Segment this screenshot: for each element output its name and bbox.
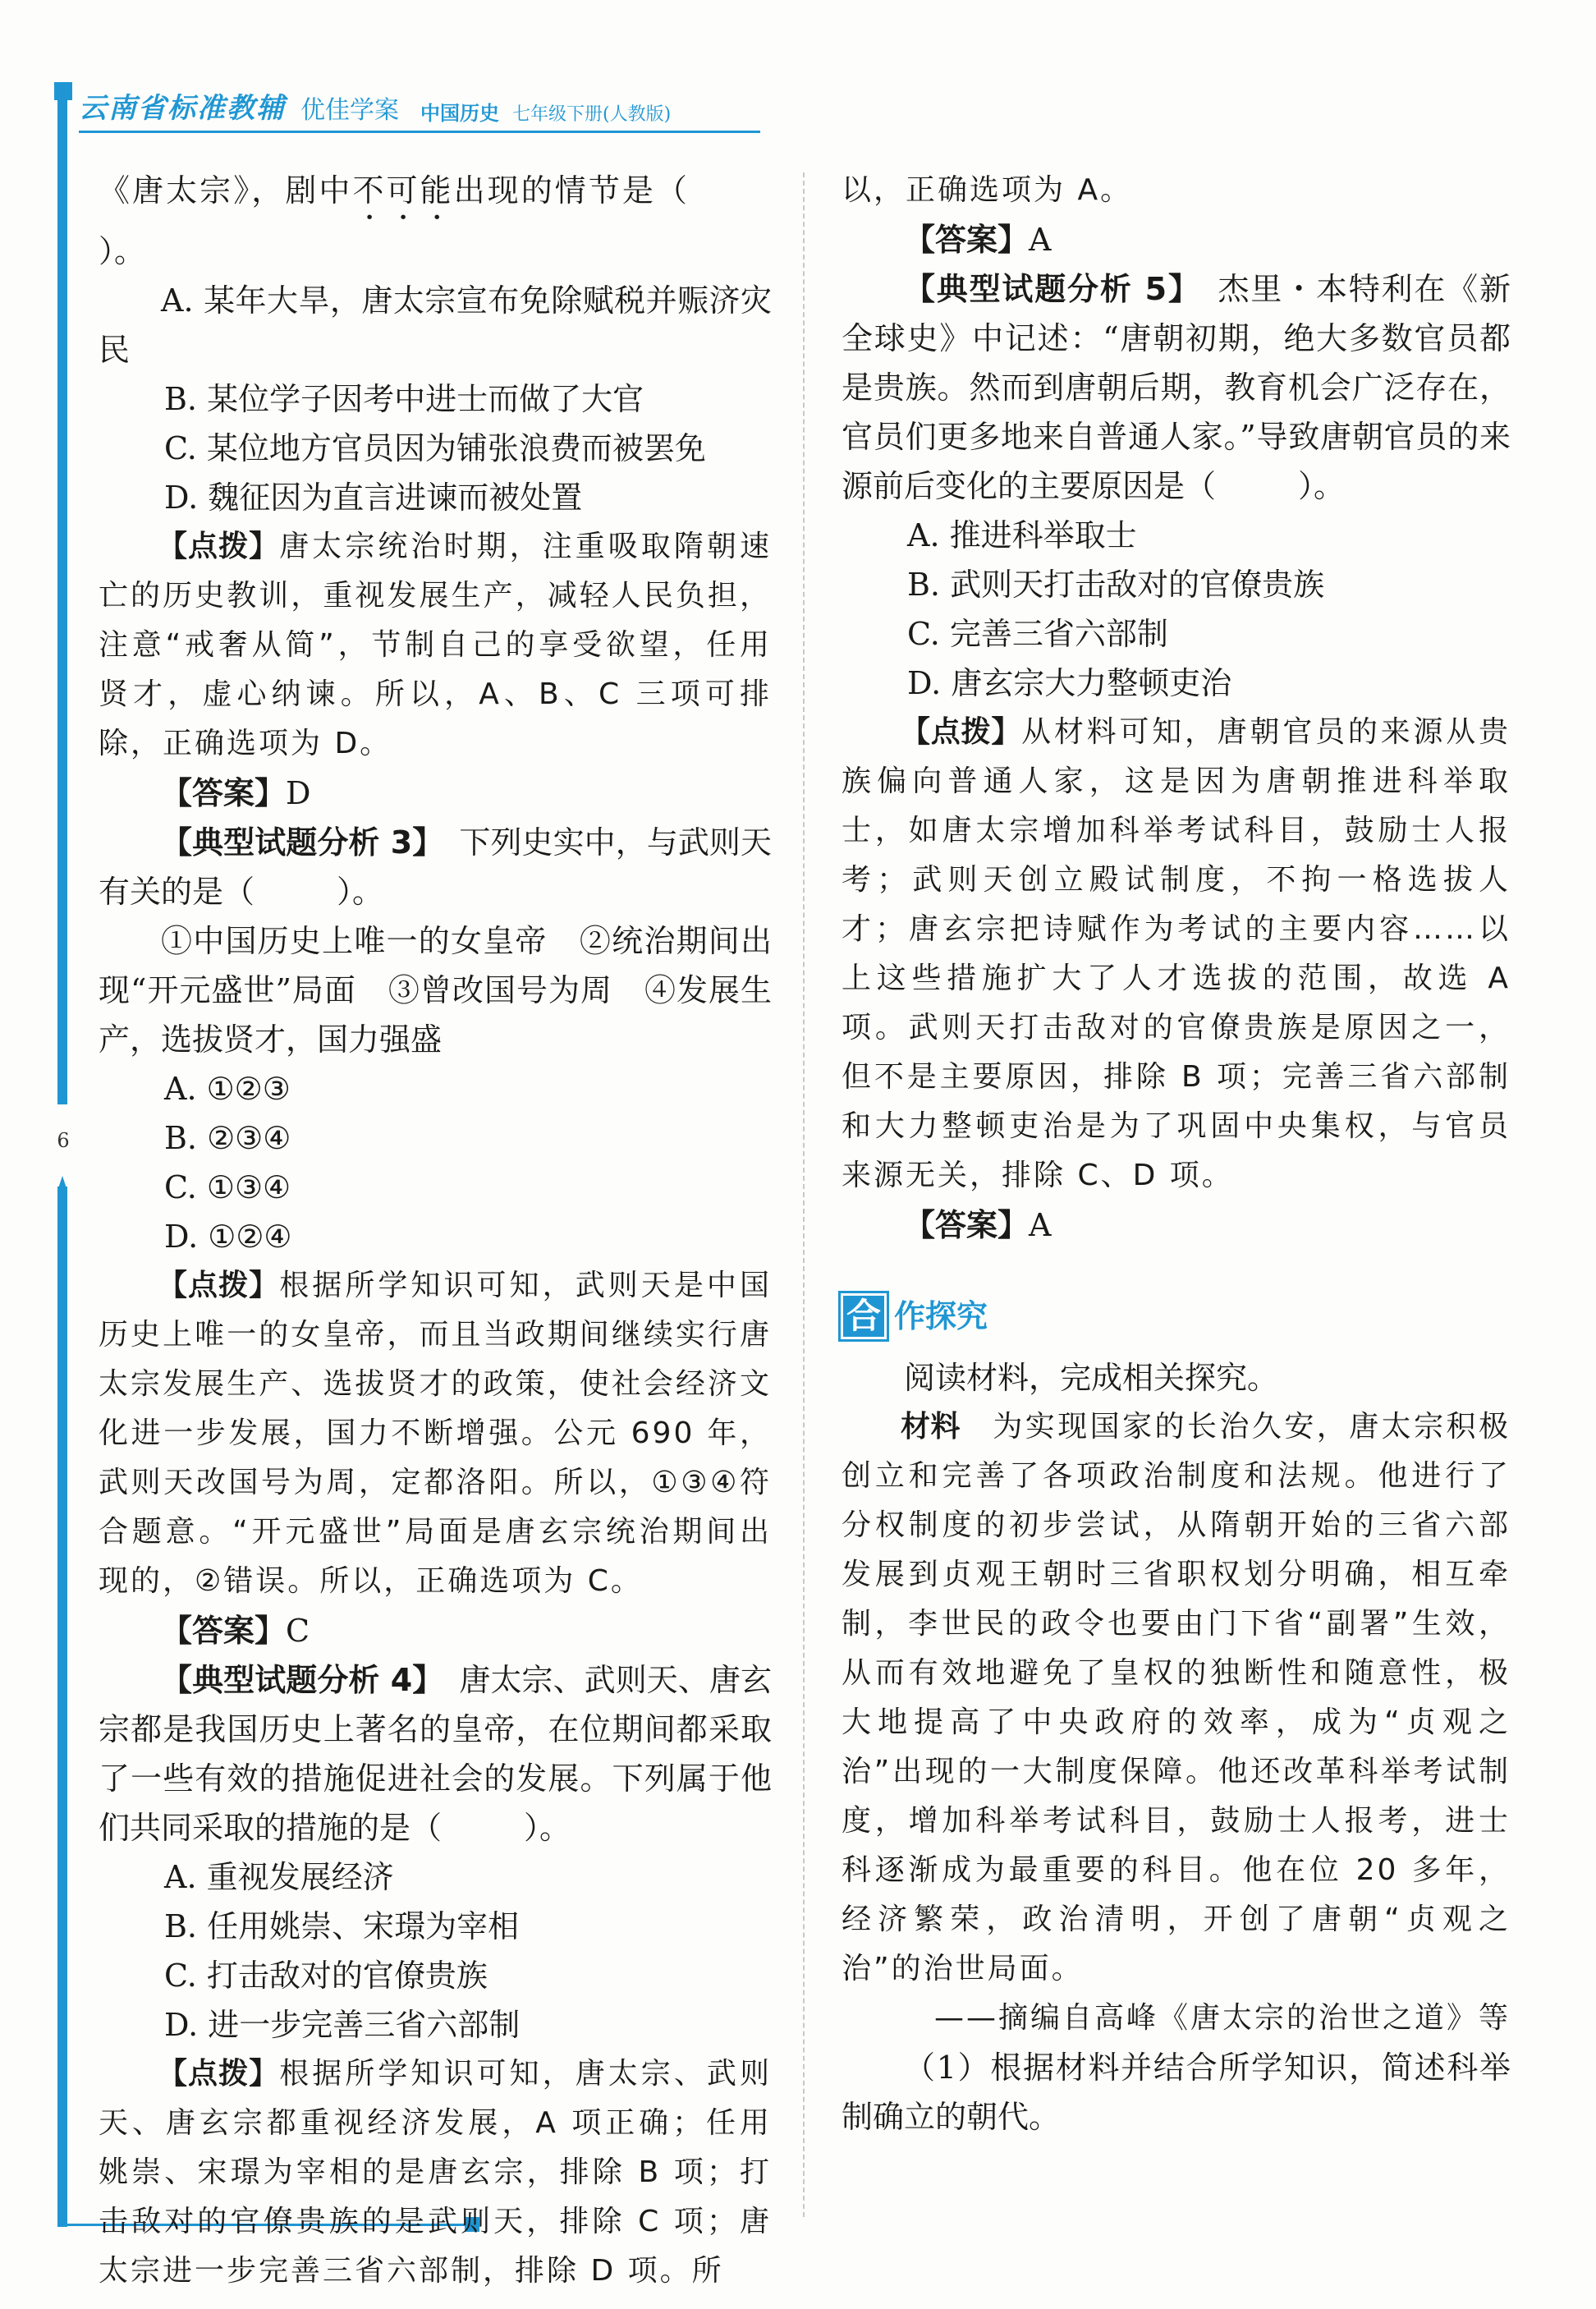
q5-stem bbox=[842, 264, 1511, 511]
answer-value: A bbox=[1029, 1207, 1052, 1243]
header-grade: 七年级下册(人教版) bbox=[512, 104, 672, 125]
q3-tip bbox=[99, 1261, 772, 1606]
q3-items: ①中国历史上唯一的女皇帝 ②统治期间出现“开元盛世”局面 ③曾改国号为周 ④发展生产，选拔贤才，国力强盛 bbox=[99, 923, 772, 1058]
q3-stem-part: 下列史实中，与武则天有关的是（ bbox=[99, 824, 772, 910]
inquiry-instruction: 阅读材料，完成相关探究。 bbox=[904, 1360, 1279, 1396]
question-label: 【典型试题分析 5】 bbox=[904, 271, 1186, 307]
answer-label: 【答案】 bbox=[161, 775, 287, 811]
page-num-notch-bottom bbox=[57, 1176, 67, 1191]
material-text: 为实现国家的长治久安，唐太宗积极创立和完善了各项政治制度和法规。他进行了分权制度的初步尝试，从隋朝开始的三省六部发展到贞观王朝时三省职权划分明确，相互牵制，李世民的政令也要由门下省“副署”生效，从而有效地避免了皇权的独断性和随意性，极大地提高了中央政府的效率，成为“贞观之治”出现的一大制度保障。他还改革科举考试制度，增加科举考试科目，鼓励士人报考，进士科逐渐成为最重要的科目。他在位 20 多年，经济繁荣，政治清明，开创了唐朝“贞观之治”的治世局面。 bbox=[842, 1410, 1511, 1985]
q4-stem bbox=[99, 1655, 772, 1852]
question-label: 【典型试题分析 4】 bbox=[161, 1662, 429, 1698]
inquiry-question-1: （1）根据材料并结合所学知识，简述科举制确立的朝代。 bbox=[842, 2050, 1511, 2135]
q2-stem-part: 出现的情节是（ bbox=[453, 172, 690, 209]
q4-tip bbox=[99, 2050, 772, 2296]
q3-option-a: A. ①②③ bbox=[164, 1071, 291, 1107]
q2-option-b: B. 某位学子因考中进士而做了大官 bbox=[164, 381, 644, 417]
tip-label: 【点拨】 bbox=[158, 2057, 280, 2091]
tip-text: 从材料可知，唐朝官员的来源从贵族偏向普通人家，这是因为唐朝推进科举取士，如唐太宗增加科举考试科目，鼓励士人报考；武则天创立殿试制度，不拘一格选拔人才；唐玄宗把诗赋作为考试的主要内容……以上这些措施扩大了人才选拔的范围，故选 A 项。武则天打击敌对的官僚贵族是原因之一，但不是主要原因，排除 B 项；完善三省六部制和大力整顿吏治是为了巩固中央集权，与官员来源无关，排除 C、D 项。 bbox=[842, 715, 1511, 1192]
q3-stem bbox=[99, 818, 772, 916]
tip-label: 【点拨】 bbox=[158, 1269, 280, 1302]
q2-tip bbox=[99, 522, 772, 769]
q3-stem-part: ）。 bbox=[337, 874, 384, 910]
q4-option-d: D. 进一步完善三省六部制 bbox=[164, 2007, 521, 2043]
tip-label: 【点拨】 bbox=[158, 530, 280, 563]
q2-answer bbox=[99, 769, 772, 818]
q4-answer bbox=[842, 215, 1511, 264]
tip-text: 根据所学知识可知，武则天是中国历史上唯一的女皇帝，而且当政期间继续实行唐太宗发展生产、选拔贤才的政策，使社会经济文化进一步发展，国力不断增强。公元 690 年，武则天改国号为周，定都洛阳。所以，①③④符合题意。“开元盛世”局面是唐玄宗统治期间出现的，②错误。所以，正确选项为 C。 bbox=[99, 1269, 772, 1598]
q2-stem-emphasis: 不可能 bbox=[352, 172, 454, 209]
q3-option-c: C. ①③④ bbox=[164, 1169, 291, 1205]
tip-text: 根据所学知识可知，唐太宗、武则天、唐玄宗都重视经济发展，A 项正确；任用姚崇、宋璟为宰相的是唐玄宗，排除 B 项；打击敌对的官僚贵族的是武则天，排除 C 项；唐太宗进一步完善三省六部制，排除 D 项。所 bbox=[99, 2057, 772, 2288]
answer-label: 【答案】 bbox=[904, 1207, 1030, 1243]
section-heading-cooperative-inquiry bbox=[838, 1288, 1511, 1345]
q5-answer bbox=[842, 1200, 1511, 1250]
q3-option-d: D. ①②④ bbox=[164, 1219, 292, 1255]
tip-text: 唐太宗统治时期，注重吸取隋朝速亡的历史教训，重视发展生产，减轻人民负担，注意“戒奢从简”，节制自己的享受欲望，任用贤才，虚心纳谏。所以，A、B、C 三项可排除，正确选项为 D。 bbox=[99, 530, 772, 760]
page-num-notch-top bbox=[57, 1088, 67, 1103]
material-label: 材料 bbox=[901, 1410, 961, 1444]
q5-option-b: B. 武则天打击敌对的官僚贵族 bbox=[907, 567, 1325, 603]
section-heading-badge: 合 bbox=[838, 1291, 889, 1342]
q3-answer bbox=[99, 1606, 772, 1655]
q5-tip bbox=[842, 708, 1511, 1200]
question-label: 【典型试题分析 3】 bbox=[161, 824, 429, 861]
q3-option-b: B. ②③④ bbox=[164, 1120, 291, 1156]
q5-option-c: C. 完善三省六部制 bbox=[907, 616, 1168, 652]
q5-stem-part: ）。 bbox=[1298, 468, 1346, 504]
q4-option-a: A. 重视发展经济 bbox=[164, 1859, 394, 1895]
inquiry-material bbox=[842, 1402, 1511, 1994]
q2-option-a: A. 某年大旱，唐太宗宣布免除赋税并赈济灾民 bbox=[99, 282, 772, 368]
answer-label: 【答案】 bbox=[904, 222, 1030, 258]
q5-option-a: A. 推进科举取士 bbox=[907, 517, 1137, 553]
header-brand: 云南省标准教辅 bbox=[79, 92, 286, 125]
q2-stem-part: 《唐太宗》，剧中 bbox=[99, 172, 353, 209]
q2-stem bbox=[99, 166, 772, 276]
page-number: 6 bbox=[57, 1129, 70, 1152]
answer-value: D bbox=[286, 775, 311, 811]
right-column bbox=[842, 166, 1511, 2141]
tip-label: 【点拨】 bbox=[901, 715, 1022, 749]
q2-option-d: D. 魏征因为直言进谏而被处置 bbox=[164, 480, 583, 516]
q4-option-c: C. 打击敌对的官僚贵族 bbox=[164, 1958, 488, 1994]
q2-stem-part: ）。 bbox=[99, 233, 146, 269]
material-source: ——摘编自高峰《唐太宗的治世之道》等 bbox=[933, 2001, 1511, 2035]
q4-stem-part: 唐太宗、武则天、唐玄宗都是我国历史上著名的皇帝，在位期间都采取了一些有效的措施促进社会的发展。下列属于他们共同采取的措施的是（ bbox=[99, 1662, 772, 1846]
q4-option-b: B. 任用姚崇、宋璟为宰相 bbox=[164, 1908, 520, 1944]
answer-label: 【答案】 bbox=[161, 1613, 287, 1649]
left-column bbox=[99, 166, 772, 2296]
answer-value: A bbox=[1029, 222, 1052, 258]
q5-stem-part: 杰里・本特利在《新全球史》中记述：“唐朝初期，绝大多数官员都是贵族。然而到唐朝后期，教育机会广泛存在，官员们更多地来自普通人家。”导致唐朝官员的来源前后变化的主要原因是（ bbox=[842, 271, 1511, 504]
answer-value: C bbox=[286, 1613, 310, 1649]
header-series: 优佳学案 bbox=[300, 96, 399, 125]
q2-option-c: C. 某位地方官员因为铺张浪费而被罢免 bbox=[164, 430, 706, 466]
page-header bbox=[79, 89, 760, 133]
q4-stem-part: ）。 bbox=[524, 1810, 571, 1846]
section-heading-text: 作探究 bbox=[894, 1298, 988, 1334]
q5-option-d: D. 唐玄宗大力整顿吏治 bbox=[907, 665, 1232, 701]
q4-tip-continued: 以，正确选项为 A。 bbox=[842, 173, 1133, 207]
column-divider bbox=[803, 172, 805, 2217]
header-subject: 中国历史 bbox=[420, 101, 499, 125]
